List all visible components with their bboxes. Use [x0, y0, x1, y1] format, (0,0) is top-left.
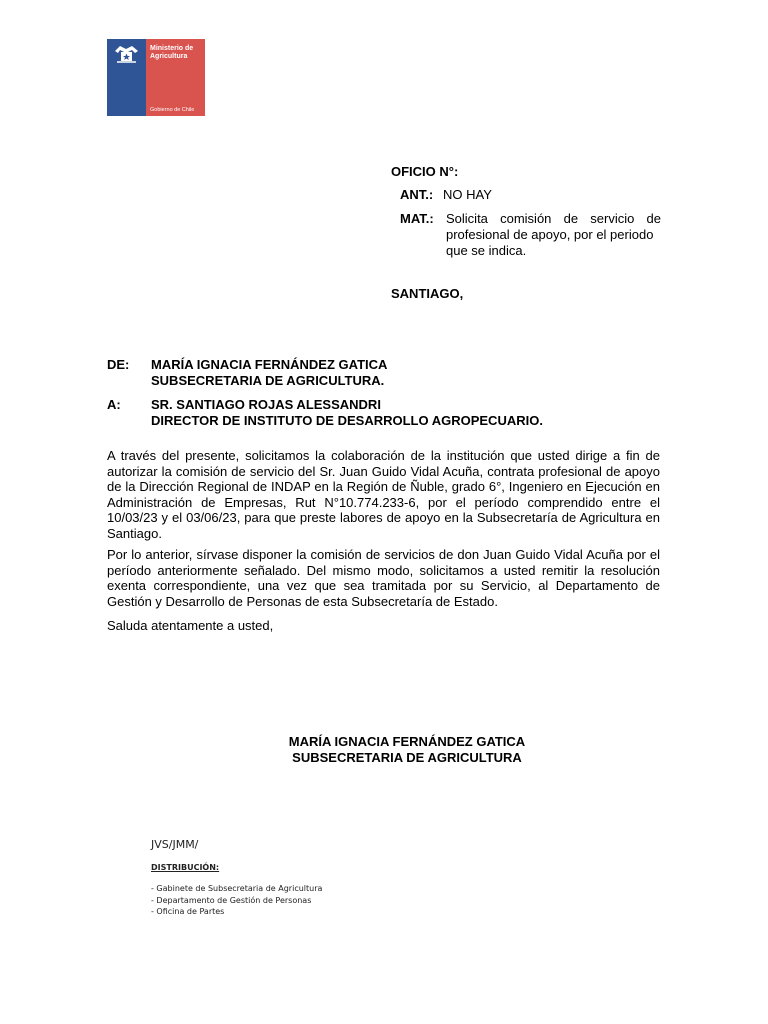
mat-label: MAT.:: [400, 211, 434, 226]
logo-government-text: Gobierno de Chile: [150, 107, 195, 113]
body-paragraph-2: Por lo anterior, sírvase disponer la comisión de servicios de don Juan Guido Vidal Acuña por el período anteriormente señalado. Del mismo modo, solicitamos a usted remitir la resolución exenta correspondiente, una vez que sea tramitada por su Servicio, al Departamento de Gestión y Desarrollo de Personas de esta Subsecretaría de Estado.: [107, 547, 660, 609]
closing-text: Saluda atentamente a usted,: [107, 618, 274, 633]
to-label: A:: [107, 397, 121, 412]
mat-value-line-1: Solicita comisión de servicio de profesional de apoyo, por el periodo: [446, 211, 661, 242]
from-label: DE:: [107, 357, 130, 372]
to-name: SR. SANTIAGO ROJAS ALESSANDRI: [151, 397, 381, 412]
mat-value-line-2: que se indica.: [446, 243, 527, 258]
coat-of-arms-icon: [112, 43, 141, 65]
place-label: SANTIAGO,: [391, 286, 464, 301]
from-block: [151, 357, 387, 389]
distribution-item: - Departamento de Gestión de Personas: [151, 895, 312, 905]
mat-value: [446, 211, 661, 259]
from-title: SUBSECRETARIA DE AGRICULTURA.: [151, 373, 385, 388]
logo-ministry-text: Ministerio de Agricultura: [150, 45, 194, 60]
ministry-logo: [107, 39, 205, 116]
oficio-label: OFICIO N°:: [391, 164, 459, 179]
logo-red-panel: [146, 39, 205, 116]
body-paragraph-1: A través del presente, solicitamos la colaboración de la institución que usted dirige a fin de autorizar la comisión de servicio del Sr. Juan Guido Vidal Acuña, contrata profesional de apoyo de la Dirección Regional de INDAP en la Región de Ñuble, grado 6°, Ingeniero en Ejecución en Administración de Empresas, Rut N°10.774.233-6, por el período comprendido entre el 10/03/23 y el 03/06/23, para que preste labores de apoyo en la Subsecretaría de Agricultura en Santiago.: [107, 448, 660, 541]
signature-block: [107, 734, 707, 766]
signature-title: SUBSECRETARIA DE AGRICULTURA: [292, 750, 522, 765]
to-block: [151, 397, 543, 429]
distribution-title: DISTRIBUCIÓN:: [151, 863, 220, 872]
ant-label: ANT.:: [400, 187, 434, 202]
distribution-list: [151, 883, 322, 918]
from-name: MARÍA IGNACIA FERNÁNDEZ GATICA: [151, 357, 388, 372]
distribution-item: - Gabinete de Subsecretaria de Agricultura: [151, 884, 323, 893]
logo-blue-panel: [107, 39, 146, 116]
distribution-item: - Oficina de Partes: [151, 907, 225, 916]
initials: JVS/JMM/: [151, 838, 199, 851]
ant-value: NO HAY: [443, 187, 492, 202]
signature-name: MARÍA IGNACIA FERNÁNDEZ GATICA: [288, 734, 526, 749]
to-title: DIRECTOR DE INSTITUTO DE DESARROLLO AGROPECUARIO.: [151, 413, 543, 428]
